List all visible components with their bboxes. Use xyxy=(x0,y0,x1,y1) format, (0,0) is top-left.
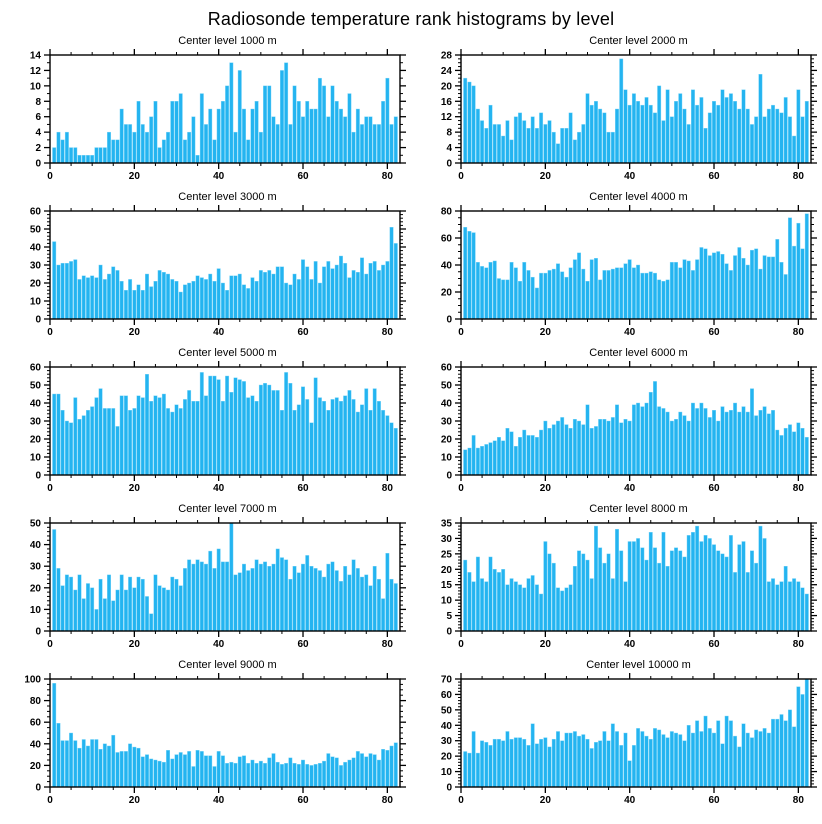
svg-text:40: 40 xyxy=(29,739,41,751)
svg-text:60: 60 xyxy=(29,362,41,374)
svg-text:10: 10 xyxy=(440,452,452,464)
svg-text:0: 0 xyxy=(47,795,53,806)
svg-text:80: 80 xyxy=(381,327,393,338)
svg-text:40: 40 xyxy=(213,171,225,182)
svg-text:10: 10 xyxy=(29,81,41,93)
page-title: Radiosonde temperature rank histograms by level xyxy=(207,9,615,29)
chart-cell-9000m xyxy=(0,657,411,813)
histogram-9000m xyxy=(0,673,411,813)
svg-text:28: 28 xyxy=(440,50,452,62)
svg-text:30: 30 xyxy=(440,736,452,748)
svg-text:0: 0 xyxy=(446,626,452,638)
svg-text:60: 60 xyxy=(29,717,41,729)
svg-text:0: 0 xyxy=(35,782,41,794)
svg-text:40: 40 xyxy=(440,720,452,732)
chart-title: Center level 5000 m xyxy=(178,347,277,359)
svg-text:20: 20 xyxy=(128,795,140,806)
svg-text:40: 40 xyxy=(624,795,636,806)
svg-text:20: 20 xyxy=(128,171,140,182)
svg-text:60: 60 xyxy=(29,206,41,218)
svg-text:20: 20 xyxy=(128,327,140,338)
svg-text:0: 0 xyxy=(446,158,452,170)
svg-text:0: 0 xyxy=(47,327,53,338)
histogram-2000m xyxy=(411,49,822,189)
svg-text:0: 0 xyxy=(458,639,464,650)
svg-text:0: 0 xyxy=(458,171,464,182)
svg-text:60: 60 xyxy=(708,327,720,338)
svg-text:80: 80 xyxy=(381,795,393,806)
chart-cell-10000m xyxy=(411,657,822,813)
svg-text:40: 40 xyxy=(29,540,41,552)
svg-text:60: 60 xyxy=(708,483,720,494)
svg-text:60: 60 xyxy=(708,795,720,806)
chart-title: Center level 6000 m xyxy=(589,347,688,359)
svg-text:70: 70 xyxy=(440,674,452,686)
svg-text:25: 25 xyxy=(440,549,452,561)
svg-text:0: 0 xyxy=(35,626,41,638)
svg-text:12: 12 xyxy=(29,65,41,77)
chart-cell-8000m xyxy=(411,501,822,657)
svg-text:40: 40 xyxy=(624,327,636,338)
svg-text:60: 60 xyxy=(297,483,309,494)
svg-text:20: 20 xyxy=(440,287,452,299)
svg-text:6: 6 xyxy=(35,112,41,124)
svg-text:20: 20 xyxy=(440,434,452,446)
svg-text:60: 60 xyxy=(297,171,309,182)
svg-text:4: 4 xyxy=(35,127,41,139)
histogram-7000m xyxy=(0,517,411,657)
histogram-8000m xyxy=(411,517,822,657)
chart-title: Center level 10000 m xyxy=(586,659,691,671)
svg-text:20: 20 xyxy=(440,751,452,763)
svg-text:20: 20 xyxy=(539,483,551,494)
svg-text:40: 40 xyxy=(440,398,452,410)
histogram-5000m xyxy=(0,361,411,501)
svg-text:20: 20 xyxy=(539,639,551,650)
svg-text:60: 60 xyxy=(297,795,309,806)
svg-text:20: 20 xyxy=(128,639,140,650)
svg-text:40: 40 xyxy=(213,483,225,494)
chart-cell-7000m xyxy=(0,501,411,657)
svg-text:30: 30 xyxy=(440,416,452,428)
chart-title: Center level 4000 m xyxy=(589,191,688,203)
svg-text:35: 35 xyxy=(440,518,452,530)
histogram-10000m xyxy=(411,673,822,813)
svg-text:20: 20 xyxy=(440,564,452,576)
svg-text:20: 20 xyxy=(29,278,41,290)
svg-text:5: 5 xyxy=(446,611,452,623)
svg-text:60: 60 xyxy=(440,233,452,245)
svg-text:50: 50 xyxy=(440,380,452,392)
svg-text:8: 8 xyxy=(35,96,41,108)
svg-text:50: 50 xyxy=(29,518,41,530)
svg-text:14: 14 xyxy=(29,50,41,62)
svg-text:80: 80 xyxy=(381,639,393,650)
svg-text:80: 80 xyxy=(381,171,393,182)
chart-cell-2000m xyxy=(411,33,822,189)
svg-text:0: 0 xyxy=(35,470,41,482)
svg-text:80: 80 xyxy=(381,483,393,494)
svg-text:20: 20 xyxy=(29,583,41,595)
svg-text:30: 30 xyxy=(440,533,452,545)
chart-title: Center level 8000 m xyxy=(589,503,688,515)
svg-text:30: 30 xyxy=(29,561,41,573)
svg-text:60: 60 xyxy=(708,639,720,650)
svg-text:80: 80 xyxy=(792,639,804,650)
svg-text:10: 10 xyxy=(29,296,41,308)
svg-text:0: 0 xyxy=(458,483,464,494)
svg-text:8: 8 xyxy=(446,127,452,139)
svg-text:20: 20 xyxy=(539,327,551,338)
svg-text:40: 40 xyxy=(29,242,41,254)
chart-title: Center level 2000 m xyxy=(589,35,688,47)
chart-title: Center level 7000 m xyxy=(178,503,277,515)
svg-text:2: 2 xyxy=(35,143,41,155)
svg-text:10: 10 xyxy=(440,595,452,607)
svg-text:10: 10 xyxy=(29,452,41,464)
svg-text:60: 60 xyxy=(297,327,309,338)
svg-text:50: 50 xyxy=(440,705,452,717)
chart-title: Center level 9000 m xyxy=(178,659,277,671)
svg-text:40: 40 xyxy=(213,639,225,650)
svg-text:12: 12 xyxy=(440,112,452,124)
svg-text:20: 20 xyxy=(128,483,140,494)
svg-text:0: 0 xyxy=(47,483,53,494)
svg-text:100: 100 xyxy=(24,674,41,686)
svg-text:0: 0 xyxy=(47,171,53,182)
svg-text:80: 80 xyxy=(440,206,452,218)
svg-text:60: 60 xyxy=(440,362,452,374)
svg-text:80: 80 xyxy=(29,696,41,708)
svg-text:40: 40 xyxy=(440,260,452,272)
svg-text:20: 20 xyxy=(29,760,41,772)
chart-cell-6000m xyxy=(411,345,822,501)
svg-text:40: 40 xyxy=(213,327,225,338)
svg-text:40: 40 xyxy=(29,398,41,410)
svg-text:80: 80 xyxy=(792,483,804,494)
svg-text:20: 20 xyxy=(29,434,41,446)
svg-text:30: 30 xyxy=(29,416,41,428)
histogram-6000m xyxy=(411,361,822,501)
chart-cell-1000m xyxy=(0,33,411,189)
svg-text:10: 10 xyxy=(29,604,41,616)
chart-title: Center level 3000 m xyxy=(178,191,277,203)
histogram-4000m xyxy=(411,205,822,345)
svg-text:40: 40 xyxy=(624,639,636,650)
svg-text:20: 20 xyxy=(440,81,452,93)
svg-text:0: 0 xyxy=(446,314,452,326)
svg-text:60: 60 xyxy=(440,689,452,701)
svg-text:16: 16 xyxy=(440,96,452,108)
chart-cell-4000m xyxy=(411,189,822,345)
svg-text:40: 40 xyxy=(624,483,636,494)
svg-text:0: 0 xyxy=(458,795,464,806)
svg-text:40: 40 xyxy=(213,795,225,806)
histogram-3000m xyxy=(0,205,411,345)
chart-title: Center level 1000 m xyxy=(178,35,277,47)
svg-text:24: 24 xyxy=(440,65,452,77)
svg-text:4: 4 xyxy=(446,143,452,155)
svg-text:0: 0 xyxy=(446,782,452,794)
svg-text:80: 80 xyxy=(792,795,804,806)
svg-text:40: 40 xyxy=(624,171,636,182)
svg-text:50: 50 xyxy=(29,224,41,236)
svg-text:80: 80 xyxy=(792,171,804,182)
histogram-1000m xyxy=(0,49,411,189)
svg-text:0: 0 xyxy=(35,158,41,170)
svg-text:15: 15 xyxy=(440,580,452,592)
svg-text:0: 0 xyxy=(458,327,464,338)
svg-text:0: 0 xyxy=(35,314,41,326)
svg-text:50: 50 xyxy=(29,380,41,392)
svg-text:10: 10 xyxy=(440,767,452,779)
svg-text:30: 30 xyxy=(29,260,41,272)
svg-text:20: 20 xyxy=(539,171,551,182)
svg-text:80: 80 xyxy=(792,327,804,338)
chart-grid xyxy=(0,33,822,813)
chart-cell-3000m xyxy=(0,189,411,345)
svg-text:0: 0 xyxy=(47,639,53,650)
chart-cell-5000m xyxy=(0,345,411,501)
svg-text:60: 60 xyxy=(297,639,309,650)
svg-text:60: 60 xyxy=(708,171,720,182)
svg-text:0: 0 xyxy=(446,470,452,482)
svg-text:20: 20 xyxy=(539,795,551,806)
